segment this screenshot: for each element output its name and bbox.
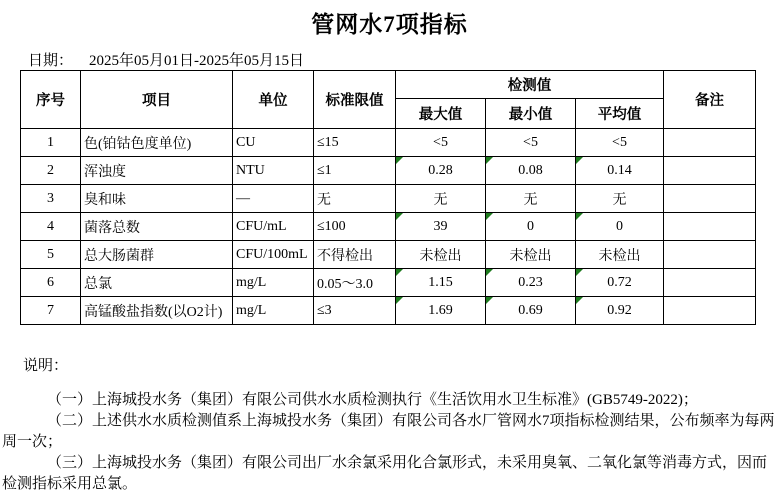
cell-item: 总氯 xyxy=(81,269,233,297)
cell-remark xyxy=(664,157,756,185)
cell-min: 0.69 xyxy=(486,297,576,325)
cell-avg: 0.92 xyxy=(576,297,664,325)
header-avg: 平均值 xyxy=(576,99,664,129)
cell-unit: CU xyxy=(233,129,314,157)
cell-limit: ≤100 xyxy=(314,213,396,241)
cell-unit: — xyxy=(233,185,314,213)
notes-label: 说明： xyxy=(23,358,69,374)
cell-avg: 无 xyxy=(576,185,664,213)
cell-no: 2 xyxy=(21,157,81,185)
cell-limit: 0.05～3.0 xyxy=(314,269,396,297)
cell-min: 无 xyxy=(486,185,576,213)
header-max: 最大值 xyxy=(396,99,486,129)
cell-item: 菌落总数 xyxy=(81,213,233,241)
date-label: 日期： xyxy=(28,53,74,69)
cell-no: 4 xyxy=(21,213,81,241)
cell-no: 6 xyxy=(21,269,81,297)
page-title: 管网水7项指标 xyxy=(311,12,468,37)
cell-avg: 未检出 xyxy=(576,241,664,269)
cell-min: 0 xyxy=(486,213,576,241)
header-min: 最小值 xyxy=(486,99,576,129)
cell-no: 3 xyxy=(21,185,81,213)
cell-unit: mg/L xyxy=(233,297,314,325)
header-limit: 标准限值 xyxy=(314,71,396,129)
cell-max: 1.69 xyxy=(396,297,486,325)
header-detect-group: 检测值 xyxy=(396,71,664,99)
cell-no: 1 xyxy=(21,129,81,157)
cell-item: 臭和味 xyxy=(81,185,233,213)
date-value: 2025年05月01日-2025年05月15日 xyxy=(89,53,305,69)
table-row xyxy=(21,213,756,241)
table-row xyxy=(21,297,756,325)
cell-max: <5 xyxy=(396,129,486,157)
cell-min: 0.08 xyxy=(486,157,576,185)
cell-max: 未检出 xyxy=(396,241,486,269)
cell-remark xyxy=(664,129,756,157)
cell-min: <5 xyxy=(486,129,576,157)
note-item-3: （三）上海城投水务（集团）有限公司出厂水余氯采用化合氯形式，未采用臭氧、二氧化氯等消毒方式，因而检测指标采用总氯。 xyxy=(2,455,768,492)
cell-item: 高锰酸盐指数(以O2计) xyxy=(81,297,233,325)
cell-item: 色(铂钴色度单位) xyxy=(81,129,233,157)
cell-unit: NTU xyxy=(233,157,314,185)
date-row xyxy=(28,49,304,70)
cell-avg: 0 xyxy=(576,213,664,241)
header-unit: 单位 xyxy=(233,71,314,129)
cell-remark xyxy=(664,213,756,241)
note-item-1: （一）上海城投水务（集团）有限公司供水水质检测执行《生活饮用水卫生标准》(GB5749-2022)； xyxy=(47,392,698,408)
cell-avg: <5 xyxy=(576,129,664,157)
table-row xyxy=(21,269,756,297)
cell-no: 5 xyxy=(21,241,81,269)
cell-remark xyxy=(664,185,756,213)
cell-remark xyxy=(664,269,756,297)
cell-item: 浑浊度 xyxy=(81,157,233,185)
cell-max: 无 xyxy=(396,185,486,213)
header-no: 序号 xyxy=(21,71,81,129)
cell-unit: CFU/100mL xyxy=(233,241,314,269)
notes-section xyxy=(2,356,777,495)
table-row xyxy=(21,157,756,185)
cell-unit: CFU/mL xyxy=(233,213,314,241)
table-row xyxy=(21,185,756,213)
cell-max: 39 xyxy=(396,213,486,241)
cell-min: 0.23 xyxy=(486,269,576,297)
cell-avg: 0.14 xyxy=(576,157,664,185)
cell-limit: ≤15 xyxy=(314,129,396,157)
header-remark: 备注 xyxy=(664,71,756,129)
cell-limit: ≤1 xyxy=(314,157,396,185)
table-row xyxy=(21,241,756,269)
indicators-table xyxy=(20,70,756,325)
cell-remark xyxy=(664,297,756,325)
cell-remark xyxy=(664,241,756,269)
cell-no: 7 xyxy=(21,297,81,325)
table-row xyxy=(21,129,756,157)
cell-avg: 0.72 xyxy=(576,269,664,297)
cell-limit: 不得检出 xyxy=(314,241,396,269)
cell-unit: mg/L xyxy=(233,269,314,297)
cell-max: 1.15 xyxy=(396,269,486,297)
cell-max: 0.28 xyxy=(396,157,486,185)
cell-item: 总大肠菌群 xyxy=(81,241,233,269)
cell-min: 未检出 xyxy=(486,241,576,269)
cell-limit: ≤3 xyxy=(314,297,396,325)
cell-limit: 无 xyxy=(314,185,396,213)
header-item: 项目 xyxy=(81,71,233,129)
note-item-2: （二）上述供水水质检测值系上海城投水务（集团）有限公司各水厂管网水7项指标检测结果，公布频率为每两周一次； xyxy=(2,413,775,450)
